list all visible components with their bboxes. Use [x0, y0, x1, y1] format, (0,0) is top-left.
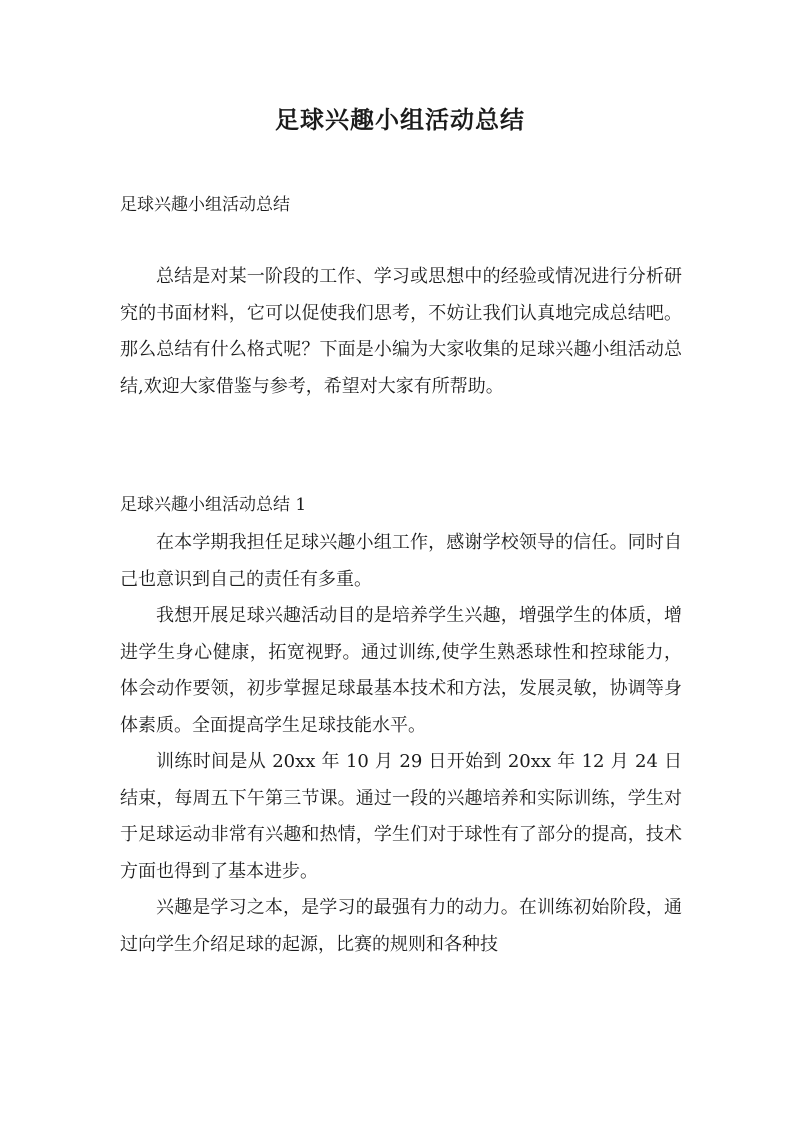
body-paragraph: 我想开展足球兴趣活动目的是培养学生兴趣，增强学生的体质，增进学生身心健康，拓宽视野。通过训练,使学生熟悉球性和控球能力，体会动作要领，初步掌握足球最基本技术和方法，发展灵敏，协调等身体素质。全面提高学生足球技能水平。	[120, 605, 682, 736]
document-subtitle: 足球兴趣小组活动总结	[120, 195, 290, 215]
document-title: 足球兴趣小组活动总结	[275, 105, 525, 134]
section-heading: 足球兴趣小组活动总结 1	[120, 495, 307, 515]
body-paragraph: 在本学期我担任足球兴趣小组工作，感谢学校领导的信任。同时自己也意识到自己的责任有多重。	[120, 532, 682, 590]
body-paragraph: 兴趣是学习之本，是学习的最强有力的动力。在训练初始阶段，通过向学生介绍足球的起源，比赛的规则和各种技	[120, 897, 682, 955]
intro-paragraph: 总结是对某一阶段的工作、学习或思想中的经验或情况进行分析研究的书面材料，它可以促使我们思考，不妨让我们认真地完成总结吧。那么总结有什么格式呢？下面是小编为大家收集的足球兴趣小组活动总结,欢迎大家借鉴与参考，希望对大家有所帮助。	[120, 266, 682, 397]
intro-section	[120, 259, 682, 405]
section-body	[120, 525, 682, 963]
body-paragraph: 训练时间是从 20xx 年 10 月 29 日开始到 20xx 年 12 月 24 日结束，每周五下午第三节课。通过一段的兴趣培养和实际训练，学生对于足球运动非常有兴趣和热情，学生们对于球性有了部分的提高，技术方面也得到了基本进步。	[120, 751, 682, 882]
